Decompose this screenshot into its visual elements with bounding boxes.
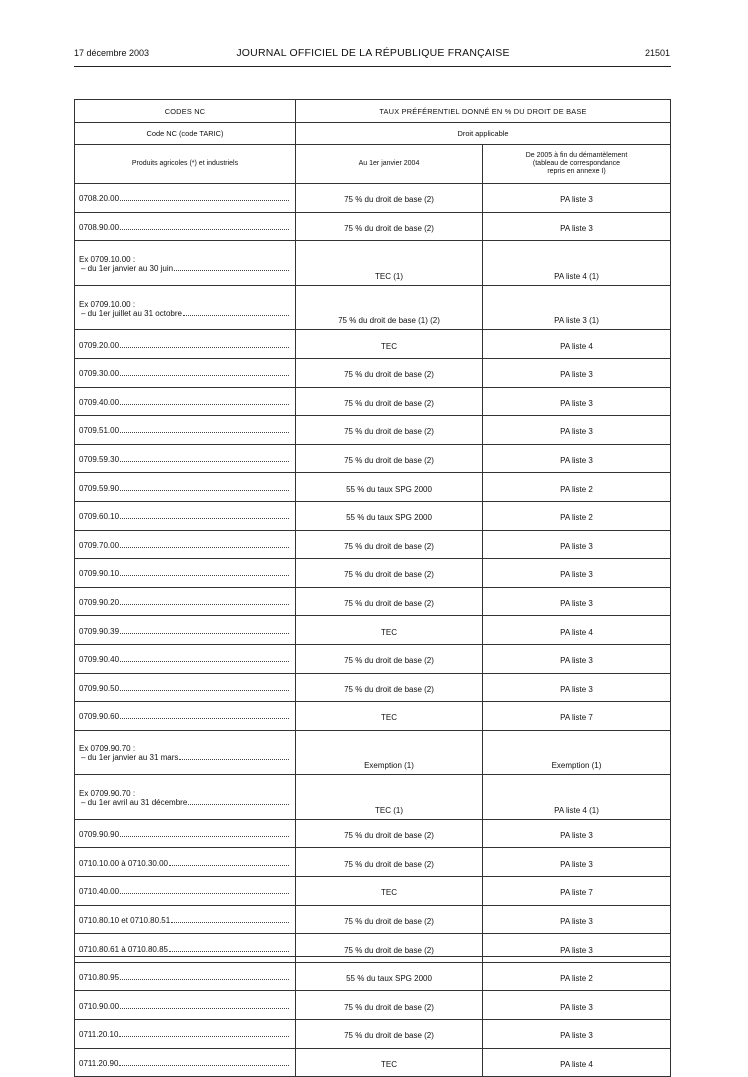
code-line (79, 455, 295, 464)
rate-2004-cell: 75 % du droit de base (2) (296, 644, 483, 673)
table-row (75, 416, 671, 445)
code-cell (75, 387, 296, 416)
table-row (75, 473, 671, 502)
page-number: 21501 (644, 48, 670, 58)
code-label: Ex 0709.10.00 : (79, 254, 136, 264)
code-cell (75, 184, 296, 213)
code-line (79, 712, 295, 721)
code-line (79, 426, 295, 435)
code-cell (75, 285, 296, 330)
journal-title: JOURNAL OFFICIEL DE LA RÉPUBLIQUE FRANÇAISE (236, 47, 510, 59)
dot-leader (119, 1036, 289, 1037)
header-row-1 (75, 100, 671, 123)
rate-2004-cell: 75 % du droit de base (2) (296, 184, 483, 213)
rate-2005-cell: PA liste 3 (483, 184, 671, 213)
code-line (79, 369, 295, 378)
code-line (79, 194, 295, 203)
rate-2004-cell: TEC (296, 330, 483, 359)
rate-2004-cell: TEC (296, 1048, 483, 1077)
dot-leader (120, 604, 289, 605)
code-cell (75, 775, 296, 820)
code-label: 0708.20.00 (79, 194, 120, 204)
rate-2004-cell: 75 % du droit de base (2) (296, 848, 483, 877)
rate-2005-cell: PA liste 3 (483, 358, 671, 387)
code-line (79, 655, 295, 664)
dot-leader (179, 759, 289, 760)
table-row (75, 444, 671, 473)
table-row (75, 358, 671, 387)
dot-leader (171, 922, 289, 923)
rate-2004-cell: 75 % du droit de base (2) (296, 673, 483, 702)
code-line (79, 916, 295, 925)
dot-leader (120, 200, 289, 201)
table-row (75, 184, 671, 213)
rate-2004-cell: 75 % du droit de base (2) (296, 387, 483, 416)
period-label: – du 1er avril au 31 décembre (81, 798, 188, 808)
code-label: 0709.20.00 (79, 340, 120, 350)
code-label: 0710.10.00 à 0710.30.00 (79, 858, 168, 868)
rate-2005-cell: PA liste 3 (483, 530, 671, 559)
period-line (79, 309, 295, 318)
code-label: 0710.80.61 à 0710.80.85 (79, 944, 168, 954)
dot-leader (120, 375, 289, 376)
table-row (75, 212, 671, 241)
header-rule (74, 66, 671, 67)
code-line (79, 859, 295, 868)
from-2005-line-1: De 2005 à fin du démantèlement (525, 152, 628, 159)
rate-2004-cell: 75 % du droit de base (2) (296, 587, 483, 616)
rate-2005-cell: PA liste 3 (483, 1020, 671, 1049)
dot-leader (120, 461, 289, 462)
table-row (75, 616, 671, 645)
rate-2004-cell: 75 % du droit de base (2) (296, 358, 483, 387)
dot-leader (174, 270, 289, 271)
table-row (75, 530, 671, 559)
code-label: 0709.90.60 (79, 712, 120, 722)
period-label: – du 1er juillet au 31 octobre (81, 308, 182, 318)
table-row (75, 285, 671, 330)
code-cell (75, 702, 296, 731)
rate-2004-cell: 75 % du droit de base (2) (296, 934, 483, 963)
rate-2005-cell: PA liste 3 (483, 644, 671, 673)
first-jan-header: Au 1er janvier 2004 (296, 145, 483, 184)
dot-leader (119, 1065, 289, 1066)
code-line (79, 973, 295, 982)
code-label: 0709.30.00 (79, 369, 120, 379)
from-2005-header (483, 145, 671, 184)
code-label: 0710.40.00 (79, 887, 120, 897)
code-cell (75, 587, 296, 616)
code-label: Ex 0709.90.70 : (79, 789, 136, 799)
rate-2005-cell: PA liste 7 (483, 877, 671, 906)
dot-leader (120, 1008, 289, 1009)
code-label: 0709.70.00 (79, 540, 120, 550)
code-cell (75, 848, 296, 877)
code-line (79, 484, 295, 493)
period-line (79, 753, 295, 762)
table-row (75, 559, 671, 588)
code-cell (75, 730, 296, 775)
rate-2005-cell: PA liste 3 (483, 212, 671, 241)
code-label: 0709.60.10 (79, 512, 120, 522)
header-date: 17 décembre 2003 (74, 48, 150, 58)
table-row (75, 991, 671, 1020)
dot-leader (120, 490, 289, 491)
rate-2005-cell: PA liste 3 (483, 819, 671, 848)
code-cell (75, 501, 296, 530)
rate-2004-cell: 75 % du droit de base (2) (296, 559, 483, 588)
rate-2004-cell: Exemption (1) (296, 730, 483, 775)
rate-2005-cell: PA liste 2 (483, 473, 671, 502)
period-line (79, 798, 295, 807)
code-cell (75, 530, 296, 559)
rate-2005-cell: Exemption (1) (483, 730, 671, 775)
code-line (79, 569, 295, 578)
rate-2004-cell: 55 % du taux SPG 2000 (296, 501, 483, 530)
dot-leader (120, 893, 289, 894)
code-label: 0709.59.30 (79, 455, 120, 465)
code-cell (75, 616, 296, 645)
from-2005-line-2: (tableau de correspondance (532, 160, 621, 167)
table-row (75, 241, 671, 286)
header-row-2 (75, 123, 671, 145)
code-line (79, 684, 295, 693)
dot-leader (120, 633, 289, 634)
table-row (75, 848, 671, 877)
table-row (75, 730, 671, 775)
table-row (75, 587, 671, 616)
rate-2005-cell: PA liste 7 (483, 702, 671, 731)
code-cell (75, 330, 296, 359)
code-line (79, 1059, 295, 1068)
code-label: 0711.20.90 (79, 1058, 119, 1068)
rate-2004-cell: 55 % du taux SPG 2000 (296, 962, 483, 991)
code-cell (75, 473, 296, 502)
droit-applicable-header: Droit applicable (296, 123, 671, 145)
dot-leader (169, 865, 289, 866)
rate-2004-cell: TEC (296, 616, 483, 645)
dot-leader (120, 690, 289, 691)
code-label: Ex 0709.10.00 : (79, 299, 136, 309)
table-row (75, 877, 671, 906)
rate-2005-cell: PA liste 3 (483, 416, 671, 445)
page-header (74, 48, 672, 62)
period-label: – du 1er janvier au 30 juin (81, 263, 174, 273)
rate-2004-cell: 75 % du droit de base (1) (2) (296, 285, 483, 330)
code-label: 0709.90.20 (79, 598, 120, 608)
page-bottom-edge (74, 956, 671, 957)
code-line (79, 512, 295, 521)
code-label: 0709.90.40 (79, 655, 120, 665)
table-row (75, 819, 671, 848)
code-line (79, 627, 295, 636)
code-cell (75, 962, 296, 991)
rate-2004-cell: 75 % du droit de base (2) (296, 991, 483, 1020)
period-label: – du 1er janvier au 31 mars (81, 753, 179, 763)
table-row (75, 673, 671, 702)
dot-leader (188, 804, 289, 805)
dot-leader (120, 518, 289, 519)
rate-2005-cell: PA liste 4 (483, 616, 671, 645)
rate-2004-cell: TEC (1) (296, 241, 483, 286)
table-row (75, 934, 671, 963)
table-row (75, 501, 671, 530)
code-cell (75, 1020, 296, 1049)
rate-2004-cell: 75 % du droit de base (2) (296, 819, 483, 848)
rate-2004-cell: TEC (1) (296, 775, 483, 820)
code-line (79, 830, 295, 839)
rate-2005-cell: PA liste 3 (483, 387, 671, 416)
rate-2005-cell: PA liste 4 (1) (483, 775, 671, 820)
table-row (75, 905, 671, 934)
table-row (75, 330, 671, 359)
rate-2005-cell: PA liste 3 (483, 905, 671, 934)
code-label: Ex 0709.90.70 : (79, 744, 136, 754)
rate-2005-cell: PA liste 3 (1) (483, 285, 671, 330)
rate-2005-cell: PA liste 3 (483, 673, 671, 702)
rate-2004-cell: TEC (296, 877, 483, 906)
code-line (79, 887, 295, 896)
taux-header: TAUX PRÉFÉRENTIEL DONNÉ EN % DU DROIT DE BASE (296, 100, 671, 123)
dot-leader (120, 432, 289, 433)
rate-2005-cell: PA liste 3 (483, 444, 671, 473)
table-body (75, 184, 671, 1077)
code-label: 0709.90.39 (79, 626, 120, 636)
code-label: 0711.20.10 (79, 1030, 119, 1040)
rate-2004-cell: 75 % du droit de base (2) (296, 905, 483, 934)
code-label: 0709.51.00 (79, 426, 120, 436)
code-cell (75, 241, 296, 286)
code-line (79, 1030, 295, 1039)
table-row (75, 1048, 671, 1077)
code-cell (75, 991, 296, 1020)
code-cell (75, 444, 296, 473)
code-line (79, 223, 295, 232)
code-line (79, 1002, 295, 1011)
rate-2005-cell: PA liste 4 (1) (483, 241, 671, 286)
dot-leader (120, 547, 289, 548)
table-row (75, 387, 671, 416)
table-row (75, 775, 671, 820)
codes-nc-header: CODES NC (75, 100, 296, 123)
code-label: 0710.90.00 (79, 1001, 120, 1011)
rate-2004-cell: 75 % du droit de base (2) (296, 1020, 483, 1049)
table-row (75, 962, 671, 991)
table-row (75, 702, 671, 731)
rate-2005-cell: PA liste 4 (483, 1048, 671, 1077)
period-line (79, 264, 295, 273)
rate-2004-cell: 75 % du droit de base (2) (296, 444, 483, 473)
dot-leader (183, 315, 289, 316)
rate-2005-cell: PA liste 2 (483, 501, 671, 530)
rate-2004-cell: 55 % du taux SPG 2000 (296, 473, 483, 502)
rate-2005-cell: PA liste 2 (483, 962, 671, 991)
dot-leader (120, 661, 289, 662)
rate-2004-cell: 75 % du droit de base (2) (296, 416, 483, 445)
rate-2004-cell: TEC (296, 702, 483, 731)
rate-2005-cell: PA liste 3 (483, 934, 671, 963)
table-row (75, 1020, 671, 1049)
code-label: 0709.90.50 (79, 683, 120, 693)
code-label: 0710.80.95 (79, 973, 120, 983)
rate-2005-cell: PA liste 3 (483, 559, 671, 588)
code-label: 0708.90.00 (79, 222, 120, 232)
from-2005-line-3: repris en annexe I) (547, 168, 606, 175)
code-line (79, 541, 295, 550)
dot-leader (120, 229, 289, 230)
code-cell (75, 877, 296, 906)
code-cell (75, 559, 296, 588)
rate-2005-cell: PA liste 3 (483, 848, 671, 877)
code-cell (75, 212, 296, 241)
code-cell (75, 934, 296, 963)
code-line (79, 341, 295, 350)
rate-2005-cell: PA liste 3 (483, 587, 671, 616)
dot-leader (169, 951, 289, 952)
tariff-table (74, 99, 671, 1077)
code-cell (75, 673, 296, 702)
code-label: 0709.90.10 (79, 569, 120, 579)
code-line (79, 398, 295, 407)
produits-header: Produits agricoles (*) et industriels (75, 145, 296, 184)
code-cell (75, 416, 296, 445)
code-cell (75, 905, 296, 934)
dot-leader (120, 575, 289, 576)
code-label: 0710.80.10 et 0710.80.51 (79, 915, 171, 925)
dot-leader (120, 979, 289, 980)
table-row (75, 644, 671, 673)
code-label: 0709.59.90 (79, 483, 120, 493)
rate-2005-cell: PA liste 3 (483, 991, 671, 1020)
code-cell (75, 644, 296, 673)
code-label: 0709.40.00 (79, 397, 120, 407)
code-cell (75, 819, 296, 848)
code-cell (75, 1048, 296, 1077)
code-label: 0709.90.90 (79, 830, 120, 840)
code-line (79, 598, 295, 607)
dot-leader (120, 347, 289, 348)
code-taric-header: Code NC (code TARIC) (75, 123, 296, 145)
dot-leader (120, 718, 289, 719)
code-cell (75, 358, 296, 387)
header-row-3 (75, 145, 671, 184)
rate-2004-cell: 75 % du droit de base (2) (296, 212, 483, 241)
dot-leader (120, 836, 289, 837)
rate-2004-cell: 75 % du droit de base (2) (296, 530, 483, 559)
dot-leader (120, 404, 289, 405)
rate-2005-cell: PA liste 4 (483, 330, 671, 359)
code-line (79, 945, 295, 954)
